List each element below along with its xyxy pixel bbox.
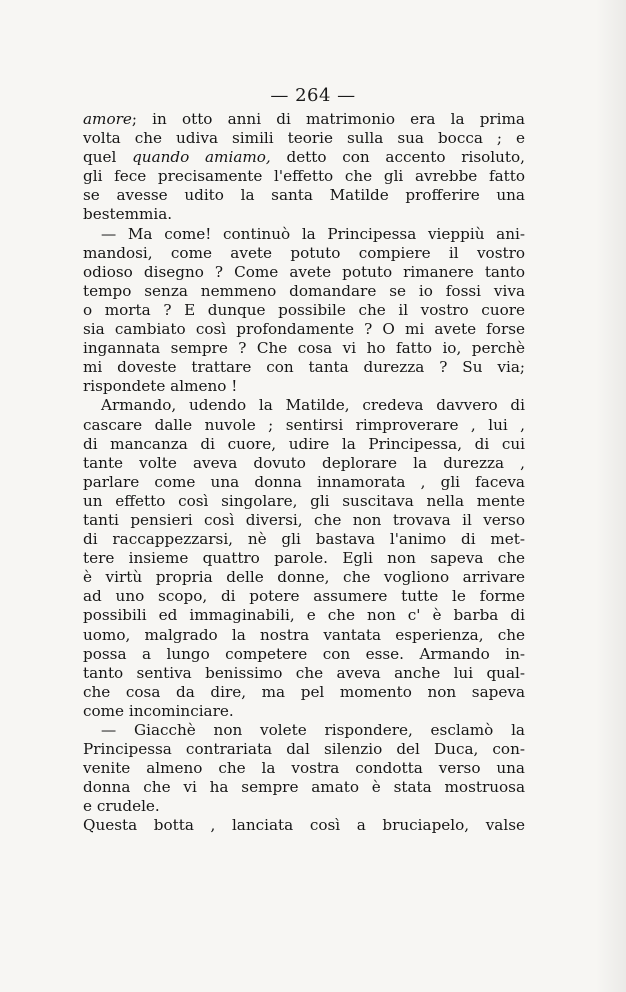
text-line: ad uno scopo, di potere assumere tutte le forme: [83, 587, 525, 606]
italic-phrase: quando amiamo,: [132, 148, 271, 167]
text-line: ingannata sempre ? Che cosa vi ho fatto io, perchè: [83, 339, 525, 358]
text-line: che cosa da dire, ma pel momento non sapeva: [83, 682, 525, 701]
text-line: Principessa contrariata dal silenzio del Duca, con-: [83, 740, 525, 759]
text-line: parlare come una donna innamorata , gli faceva: [83, 472, 525, 491]
text-line: quel quando amiamo, detto con accento risoluto,: [83, 148, 525, 167]
text-line: uomo, malgrado la nostra vantata esperienza, che: [83, 625, 525, 644]
text-line: bestemmia.: [83, 205, 173, 224]
text-line: rispondete almeno !: [83, 377, 238, 396]
text-line: mandosi, come avete potuto compiere il vostro: [83, 243, 525, 262]
text-line: gli fece precisamente l'effetto che gli avrebbe fatto: [83, 167, 525, 186]
text-line: se avesse udito la santa Matilde profferire una: [83, 186, 525, 205]
text-line: amore; in otto anni di matrimonio era la prima: [83, 110, 525, 128]
text-line: — Giacchè non volete rispondere, esclamò la: [101, 721, 525, 739]
body-text: [83, 110, 525, 836]
text-line: e crudele.: [83, 797, 160, 816]
text-line: tempo senza nemmeno domandare se io fossi viva: [83, 281, 525, 300]
text-line: Armando, udendo la Matilde, credeva davvero di: [101, 396, 525, 415]
text-line: è virtù propria delle donne, che vogliono arrivare: [83, 568, 525, 587]
text-line: o morta ? E dunque possibile che il vostro cuore: [83, 300, 525, 319]
text-line: volta che udiva simili teorie sulla sua bocca ; e: [83, 129, 525, 148]
text-line: possibili ed immaginabili, e che non c' è barba di: [83, 606, 525, 625]
text-line: possa a lungo competere con esse. Armando in-: [83, 644, 525, 663]
italic-word: amore: [83, 110, 132, 128]
text-line: tere insieme quattro parole. Egli non sapeva che: [83, 549, 525, 568]
page-number: — 264 —: [270, 85, 356, 106]
text-line: odioso disegno ? Come avete potuto rimanere tanto: [83, 262, 525, 281]
text-line: di mancanza di cuore, udire la Principessa, di cui: [83, 434, 525, 453]
text-line: tanti pensieri così diversi, che non trovava il verso: [83, 510, 525, 529]
text-line: tanto sentiva benissimo che aveva anche lui qual-: [83, 663, 525, 682]
page-edge-shadow: [596, 0, 626, 992]
text-line: come incominciare.: [83, 701, 234, 720]
text-line: Questa botta , lanciata così a bruciapelo, valse: [83, 816, 525, 835]
text-line: tante volte aveva dovuto deplorare la durezza ,: [83, 453, 525, 472]
text-line: cascare dalle nuvole ; sentirsi rimproverare , lui ,: [83, 415, 525, 434]
text-line: mi doveste trattare con tanta durezza ? Su via;: [83, 358, 525, 377]
text-line: sia cambiato così profondamente ? O mi avete forse: [83, 320, 525, 339]
text-line: venite almeno che la vostra condotta verso una: [83, 759, 525, 778]
text-line: un effetto così singolare, gli suscitava nella mente: [83, 491, 525, 510]
text-line: di raccappezzarsi, nè gli bastava l'animo di met-: [83, 530, 525, 549]
text-line: donna che vi ha sempre amato è stata mostruosa: [83, 778, 525, 797]
text-line: — Ma come! continuò la Principessa vieppiù ani-: [101, 224, 525, 243]
